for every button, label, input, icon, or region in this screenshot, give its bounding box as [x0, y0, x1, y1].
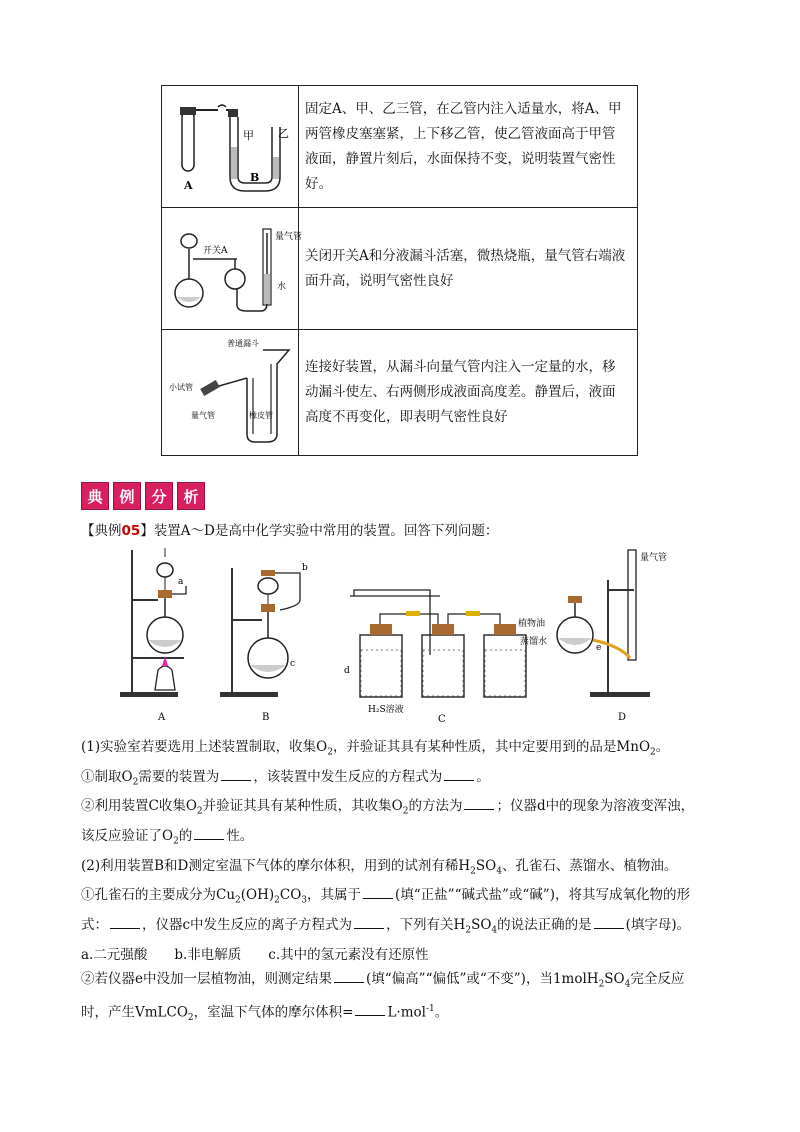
row2-text: 关闭开关A和分液漏斗活塞，微热烧瓶，量气管右端液面升高，说明气密性良好 — [299, 208, 638, 330]
question-number: 05 — [121, 523, 141, 539]
answer-blank[interactable] — [354, 915, 384, 929]
answer-blank[interactable] — [355, 1002, 385, 1016]
label-d-small: d — [344, 666, 350, 676]
label-gas-tube: 量气管 — [640, 553, 668, 563]
label-apparatus-d: D — [618, 712, 627, 723]
label-plant-oil: 植物油 — [518, 619, 546, 629]
question-intro-text: 】装置A～D是高中化学实验中常用的装置。回答下列问题： — [140, 523, 499, 539]
answer-blank[interactable] — [110, 915, 140, 929]
row1-text: 固定A、甲、乙三管，在乙管内注入适量水，将A、甲两管橡皮塞塞紧，上下移乙管，使乙管液面高于甲管液面，静置片刻后，水面保持不变，说明装置气密性好。 — [299, 86, 638, 208]
label-b-small: b — [302, 563, 308, 573]
answer-blank[interactable] — [594, 915, 624, 929]
label-a: A — [184, 178, 193, 192]
funnel-diagram — [167, 338, 293, 448]
row3-text: 连接好装置，从漏斗向量气管内注入一定量的水，移动漏斗使左、右两侧形成液面高度差。静置后，液面高度不再变化，即表明气密性良好 — [299, 330, 638, 456]
label-gas-burette: 量气管 — [275, 231, 303, 242]
line-1: (1)实验室若要选用上述装置制取，收集$O_2$，并验证其具有某种性质，其中定要用到的品是MnO$_2$。 — [81, 739, 670, 758]
airtightness-table — [161, 85, 638, 456]
label-rubber-tube: 橡皮管 — [249, 410, 273, 420]
label-water: 水 — [277, 281, 287, 292]
answer-blank[interactable] — [334, 969, 364, 983]
label-funnel: 普通漏斗 — [227, 338, 259, 348]
label-burette: 量气管 — [191, 410, 215, 420]
section-header-badges — [81, 482, 205, 510]
apparatus-a — [120, 548, 186, 723]
answer-blank[interactable] — [194, 826, 224, 840]
label-small-tube: 小试管 — [169, 382, 193, 392]
badge-char: 分 — [145, 482, 173, 510]
label-apparatus-b: B — [262, 712, 270, 723]
apparatus-d — [518, 550, 667, 723]
apparatus-figure — [100, 540, 668, 730]
answer-blank[interactable] — [464, 796, 494, 810]
line-5: (2)利用装置B和D测定室温下气体的摩尔体积，用到的试剂有稀$H_2SO_4$、孔雀石、蒸馏水、植物油。 — [81, 857, 678, 877]
label-jia: 甲 — [243, 128, 254, 142]
badge-char: 典 — [81, 482, 109, 510]
label-apparatus-a: A — [158, 712, 166, 723]
label-yi: 乙 — [278, 126, 289, 140]
answer-blank[interactable] — [221, 767, 251, 781]
u-tube-diagram-cell — [162, 86, 299, 208]
question-body — [81, 735, 721, 1030]
flask-gas-burette-diagram — [167, 219, 303, 319]
line-4: 该反应验证了$O_2$的 性。 — [81, 828, 254, 847]
label-a-small: a — [178, 577, 184, 587]
label-b: B — [250, 170, 260, 184]
question-intro — [81, 519, 498, 539]
line-10: 时，产生VmLCO$_2$，室温下气体的摩尔体积= L·mol$^{-1}$。 — [81, 1003, 449, 1023]
apparatus-b — [220, 563, 308, 723]
line-7: 式： ，仪器c中发生反应的离子方程式为 ，下列有关$H_2SO_4$的说法正确的是 (填字母)。 — [81, 917, 691, 936]
label-c-small: c — [290, 659, 296, 669]
apparatus-c — [344, 590, 526, 725]
line-3: ②利用装置C收集$O_2$并验证其具有某种性质，其收集$O_2$的方法为 ；仪器d中的现象为溶液变浑浊， — [81, 798, 695, 818]
label-apparatus-c: C — [438, 714, 446, 725]
flask-diagram-cell — [162, 208, 303, 330]
line-9: ②若仪器e中没加一层植物油，则测定结果 (填“偏高”“偏低”或“不变”)，当$1molH_2SO_4$完全反应 — [81, 970, 685, 990]
answer-blank[interactable] — [363, 885, 393, 899]
label-distilled-water: 蒸馏水 — [520, 637, 548, 647]
line-6: ①孔雀石的主要成分为$Cu_2(OH)_2CO_3$，其属于 (填“正盐”“碱式盐”或“碱”)，将其写成氧化物的形 — [81, 887, 690, 907]
label-e-small: e — [596, 643, 602, 653]
table-row — [162, 330, 638, 456]
line-2: ①制取$O_2$需要的装置为 ，该装置中发生反应的方程式为 。 — [81, 768, 490, 788]
label-switch-a: 开关A — [203, 245, 228, 256]
line-8: a.二元强酸 b.非电解质 c.其中的氢元素没有还原性 — [81, 946, 429, 963]
answer-blank[interactable] — [444, 767, 474, 781]
u-tube-diagram — [170, 97, 290, 197]
question-prefix: 【典例 — [81, 523, 122, 539]
funnel-diagram-cell — [162, 330, 299, 456]
table-row — [162, 208, 638, 330]
badge-char: 析 — [177, 482, 205, 510]
badge-char: 例 — [113, 482, 141, 510]
label-h2s-solution: H₂S溶液 — [368, 705, 404, 715]
table-row — [162, 86, 638, 208]
